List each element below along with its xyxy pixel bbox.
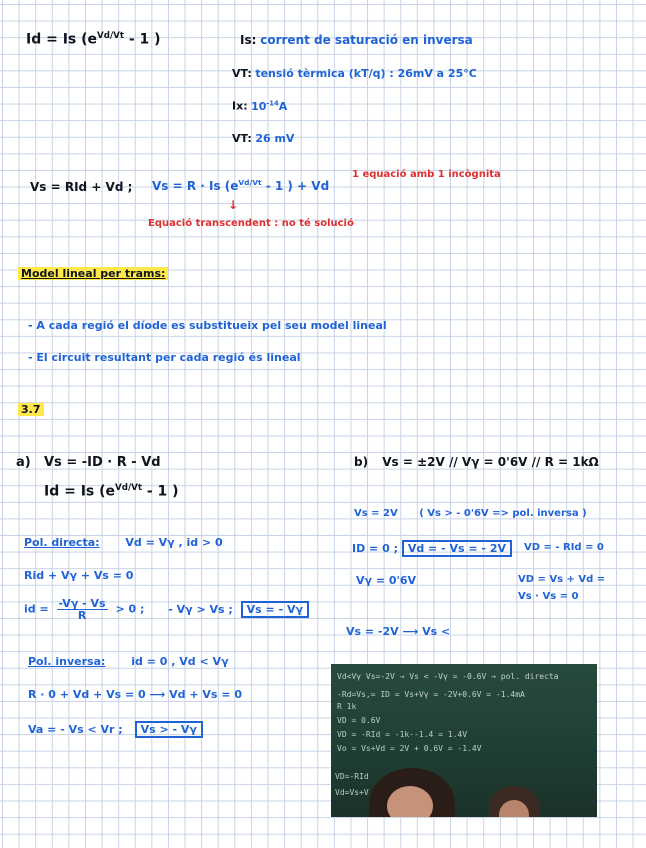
chalk-line: Vo = Vs+Vd = 2V + 0.6V = -1.4V	[337, 744, 482, 753]
part-b-line-3: Vγ = 0'6V	[356, 574, 417, 587]
model-bullet-2: - El circuit resultant per cada regió és lineal	[28, 351, 301, 364]
vt-value: VT: 26 mV	[232, 132, 295, 145]
chalkboard-photo	[331, 664, 597, 817]
part-a-equation-1: Vs = -ID · R - Vd	[44, 455, 161, 470]
vs-equation: Vs = RId + Vd ;	[30, 180, 133, 194]
part-b-line-3-right-2: Vs · Vs = 0	[518, 591, 579, 602]
model-heading: Model lineal per trams:	[18, 268, 168, 279]
part-b-header: b) Vs = ±2V // Vγ = 0'6V // R = 1kΩ	[354, 455, 599, 469]
id-condition-row: id = $\frac{-V\gamma - Vs}{R}$ > 0 ; - Vγ > Vs ; Vs = - Vγ	[24, 598, 309, 621]
part-a-equation-2: Id = Is ($e^{Vd/Vt} - 1$ )	[44, 483, 179, 500]
ix-value: Ix: $10^{-14}A$	[232, 99, 288, 113]
kvl-directa: Rid + Vγ + Vs = 0	[24, 569, 134, 582]
pol-directa-row: Pol. directa: Vd = Vγ , id > 0	[24, 536, 223, 549]
student-head	[489, 786, 539, 817]
model-bullet-1: - A cada regió el díode es substitueix pel seu model lineal	[28, 319, 387, 332]
part-b-line-4: Vs = -2V ⟶ Vs <	[346, 625, 451, 638]
chalk-line: Vd=Vs+V	[335, 788, 369, 797]
equation-note: 1 equació amb 1 incògnita	[352, 169, 501, 180]
student-head	[369, 768, 455, 817]
chalk-line: -Rd=Vs,= ID = Vs+Vγ = -2V+0.6V = -1.4mA	[337, 690, 525, 699]
chalk-line: VD = 0.6V	[337, 716, 381, 725]
transcendent-note: Equació transcendent : no té solució	[148, 218, 354, 229]
part-a-label: a)	[16, 455, 31, 470]
kvl-inversa: R · 0 + Vd + Vs = 0 ⟶ Vd + Vs = 0	[28, 688, 242, 701]
part-b-line-2-right: VD = - RId = 0	[524, 542, 604, 553]
pol-inversa-row: Pol. inversa: id = 0 , Vd < Vγ	[28, 655, 229, 668]
part-b-line-3-right-1: VD = Vs + Vd =	[518, 574, 606, 585]
va-condition-row: Va = - Vs < Vr ; Vs > - Vγ	[28, 721, 203, 738]
part-b-line-2: ID = 0 ; Vd = - Vs = - 2V	[352, 540, 512, 557]
part-b-line-1: Vs = 2V ( Vs > - 0'6V => pol. inversa )	[354, 508, 587, 519]
vs-equation-expanded: Vs = R · Is ($e^{Vd/Vt} - 1$ ) + Vd	[152, 178, 330, 193]
vt-definition: VT: tensió tèrmica (kT/q) : 26mV a 25°C	[232, 67, 477, 80]
diode-equation: Id = Is ($e^{Vd/Vt} - 1$ )	[26, 31, 161, 48]
chalk-line: R 1k	[337, 702, 357, 711]
arrow-down-icon: ↓	[228, 198, 239, 212]
is-definition: Is: corrent de saturació en inversa	[240, 33, 473, 47]
chalk-line: Vd<Vγ Vs=-2V → Vs < -Vγ = -0.6V → pol. directa	[337, 672, 559, 681]
chalk-line: VD=-RId	[335, 772, 369, 781]
chalk-line: VD = -RId = -1k·-1.4 = 1.4V	[337, 730, 468, 739]
exercise-number: 3.7	[18, 404, 44, 415]
